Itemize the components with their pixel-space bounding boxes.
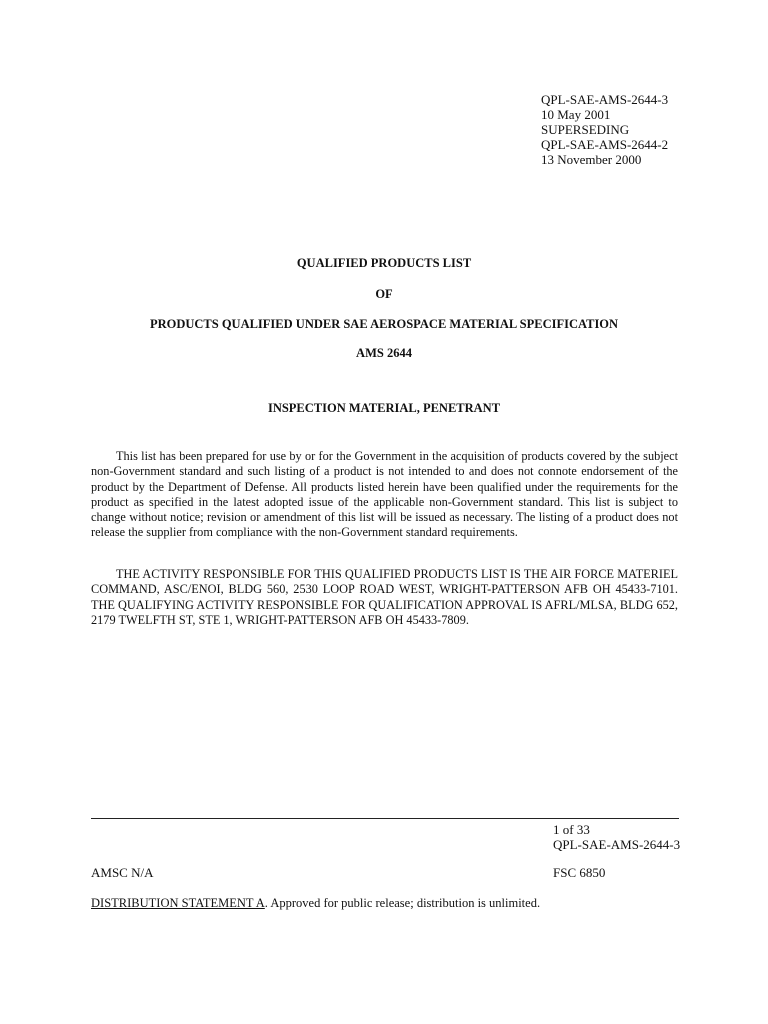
superseding-label: SUPERSEDING	[541, 122, 630, 137]
intro-paragraph: This list has been prepared for use by or for the Government in the acquisition of products covered by the subject non-Government standard and such listing of a product is not intended to and does not connote endorsement of the product by the Department of Defense. All products listed herein have been qualified under the requirements for the product as specified in the latest adopted issue of the applicable non-Government standard. This list is subject to change without notice; revision or amendment of this list will be issued as necessary. The listing of a product does not release the supplier from compliance with the non-Government standard requirements.	[91, 449, 678, 540]
title-line-2: OF	[375, 287, 393, 301]
responsible-activity-paragraph: THE ACTIVITY RESPONSIBLE FOR THIS QUALIFIED PRODUCTS LIST IS THE AIR FORCE MATERIEL COMMAND, ASC/ENOI, BLDG 560, 2530 LOOP ROAD WEST, WRIGHT-PATTERSON AFB OH 45433-7101. THE QUALIFYING ACTIVITY RESPONSIBLE FOR QUALIFICATION APPROVAL IS AFRL/MLSA, BLDG 652, 2179 TWELFTH ST, STE 1, WRIGHT-PATTERSON AFB OH 45433-7809.	[91, 567, 678, 627]
title-line-4: AMS 2644	[356, 346, 412, 360]
document-date: 10 May 2001	[541, 107, 611, 122]
superseded-document-id: QPL-SAE-AMS-2644-2	[541, 137, 669, 152]
title-line-3: PRODUCTS QUALIFIED UNDER SAE AEROSPACE MATERIAL SPECIFICATION	[149, 317, 619, 331]
footer-divider	[91, 818, 679, 819]
footer-document-id: QPL-SAE-AMS-2644-3	[553, 837, 681, 852]
distribution-statement-label: DISTRIBUTION STATEMENT A	[91, 896, 265, 910]
subject-title: INSPECTION MATERIAL, PENETRANT	[267, 401, 501, 415]
document-id: QPL-SAE-AMS-2644-3	[541, 92, 669, 107]
fsc-label: FSC 6850	[553, 865, 606, 880]
distribution-statement-text: . Approved for public release; distribution is unlimited.	[264, 896, 541, 910]
title-line-1: QUALIFIED PRODUCTS LIST	[296, 256, 472, 270]
footer-page-info	[553, 822, 680, 852]
superseded-document-date: 13 November 2000	[541, 152, 642, 167]
document-header-block	[541, 92, 668, 167]
page-number: 1 of 33	[553, 822, 590, 837]
distribution-statement	[91, 896, 540, 911]
amsc-label: AMSC N/A	[91, 865, 154, 880]
